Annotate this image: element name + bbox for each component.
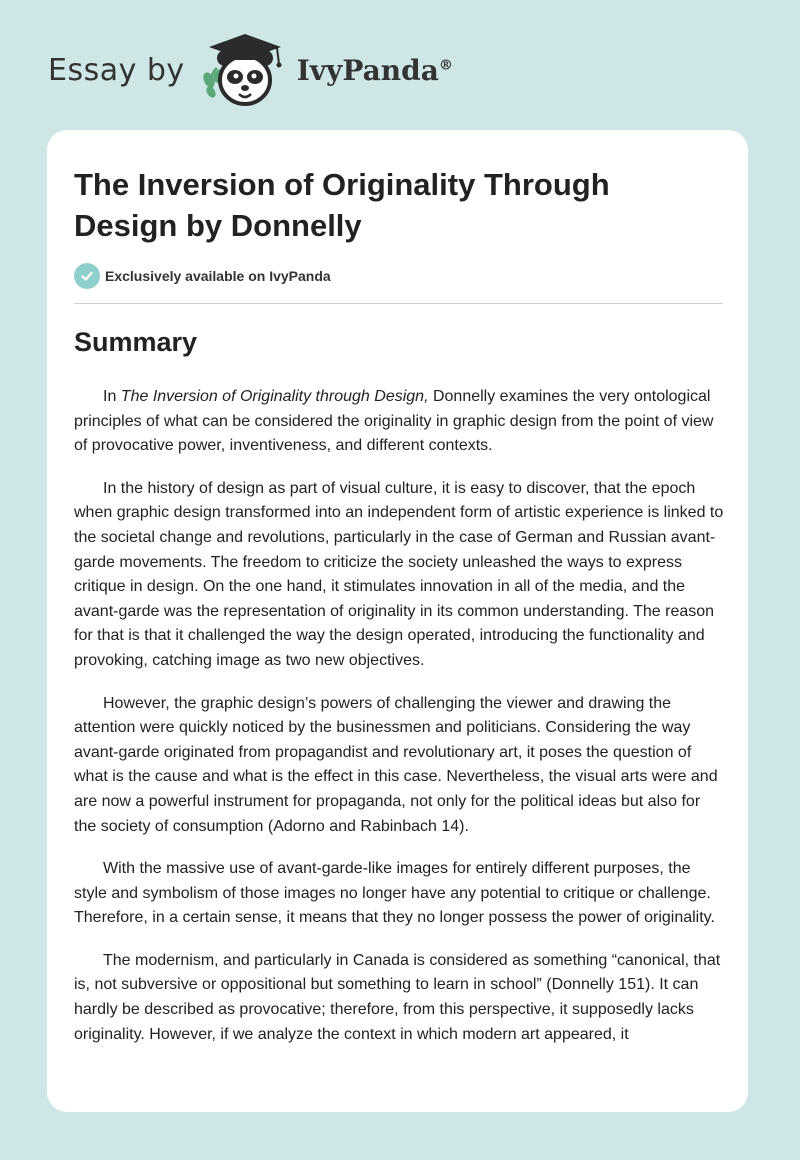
section-heading-summary: Summary: [74, 327, 198, 357]
registered-mark: ®: [438, 57, 453, 74]
paragraph-2: In the history of design as part of visual culture, it is easy to discover, that the epoch when graphic design transformed into an independent form of artistic experience is linked to the societal change and revolutions, particularly in the case of German and Russian avant-garde movements. The freedom to criticize the society unleashed the ways to express critique in design. On the one hand, it stimulates innovation in all of the media, and the avant-garde was the representation of originality in its common understanding. The reason for that is that it challenged the way the design operated, introducing the functionality and provoking, catching image as two new objectives.: [74, 479, 724, 669]
paragraph-5: The modernism, and particularly in Canada is considered as something “canonical, that is, not subversive or oppositional but something to learn in school” (Donnelly 151). It can hardly be described as provocative; therefore, from this perspective, it supposedly lacks originality. However, if we analyze the context in which modern art appeared, it: [74, 951, 721, 1043]
essay-card: [47, 130, 748, 1112]
cited-work-title: The Inversion of Originality through Design,: [120, 388, 429, 405]
panda-graduate-logo-icon[interactable]: [199, 30, 291, 110]
checkmark-icon: [74, 263, 100, 289]
paragraph-1-lead: In: [103, 388, 121, 405]
paragraph-3: However, the graphic design’s powers of challenging the viewer and drawing the attention were quickly noticed by the businessmen and politicians. Considering the way avant-garde originated from propagandist and revolutionary art, it poses the question of what is the cause and what is the effect in this case. Nevertheless, the visual arts were and are now a powerful instrument for propaganda, not only for the political ideas but also for the society of consumption (Adorno and Rabinbach 14).: [74, 694, 718, 835]
exclusive-badge-label: Exclusively available on IvyPanda: [105, 268, 331, 284]
essay-body: [74, 385, 724, 1065]
essay-title: The Inversion of Originality Through Design by Donnelly: [74, 167, 610, 243]
paragraph-1: [74, 385, 724, 459]
paragraph-4: With the massive use of avant-garde-like images for entirely different purposes, the style and symbolism of those images no longer have any potential to critique or challenge. Therefore, in a certain sense, it means that they no longer possess the power of originality.: [74, 860, 715, 927]
site-header: [48, 30, 453, 110]
brand-text: IvyPanda: [296, 53, 439, 87]
paragraph-1-rest: Donnelly examines the very ontological principles of what can be considered the originality in graphic design from the point of view of provocative power, inventiveness, and different contexts.: [74, 388, 714, 455]
divider: [74, 303, 723, 304]
brand-name[interactable]: [297, 54, 453, 87]
exclusive-badge: [74, 263, 331, 289]
essay-by-label: Essay by: [48, 52, 185, 88]
